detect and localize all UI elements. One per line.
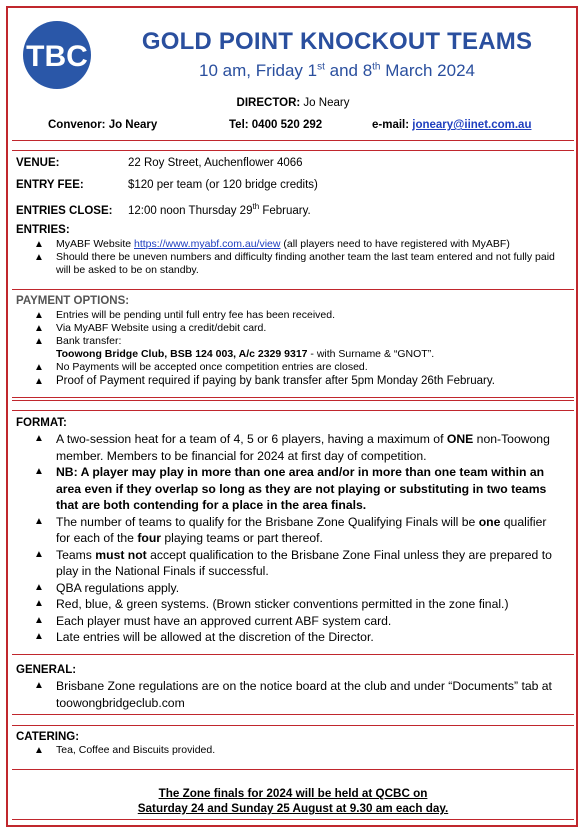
payment-heading: PAYMENT OPTIONS: <box>16 295 130 307</box>
list-item: ▲ Teams must not accept qualification to the Brisbane Zone Final unless they are prepared to play in the National Finals if successful. <box>34 547 552 578</box>
convenor: Convenor: Jo Neary <box>48 119 158 131</box>
page-title: GOLD POINT KNOCKOUT TEAMS <box>141 28 533 55</box>
list-item: ▲ Brisbane Zone regulations are on the notice board at the club and under “Documents” tab at toowongbridgeclub.com <box>34 679 552 710</box>
close-row: ENTRIES CLOSE: 12:00 noon Thursday 29th February. <box>16 202 311 217</box>
divider <box>12 140 574 150</box>
zone-finals-line-1: The Zone finals for 2024 will be held at QCBC on <box>158 787 428 800</box>
list-item: ▲ QBA regulations apply. <box>34 580 180 595</box>
list-item: ▲ Should there be uneven numbers and difficulty finding another team the last team entered and not fully paid will be asked to be on standby. <box>34 251 555 276</box>
telephone: Tel: 0400 520 292 <box>229 119 323 131</box>
list-item: ▲ Via MyABF Website using a credit/debit card. <box>34 322 267 334</box>
list-item: ▲ Red, blue, & green systems. (Brown sticker conventions permitted in the zone final.) <box>34 597 509 611</box>
payment-list <box>34 309 569 389</box>
list-item: ▲ No Payments will be accepted once competition entries are closed. <box>34 361 368 373</box>
director-line: DIRECTOR: Jo Neary <box>236 97 350 109</box>
list-item: ▲ A two-session heat for a team of 4, 5 or 6 players, having a maximum of ONE non-Toowong member. Members to be financial for 2024 at first day of competition. <box>34 432 550 463</box>
general-heading: GENERAL: <box>16 664 77 676</box>
list-item: ▲ Proof of Payment required if paying by bank transfer after 5pm Monday 26th February. <box>34 375 495 387</box>
catering-heading: CATERING: <box>16 731 80 743</box>
list-item: ▲ MyABF Website https://www.myabf.com.au/view (all players need to have registered with MyABF) <box>34 238 510 250</box>
venue-row: VENUE: 22 Roy Street, Auchenflower 4066 <box>16 157 303 169</box>
fee-row: ENTRY FEE: $120 per team (or 120 bridge credits) <box>16 179 318 191</box>
email-link[interactable]: joneary@iinet.com.au <box>412 119 532 131</box>
myabf-link[interactable]: https://www.myabf.com.au/view <box>134 238 281 250</box>
email-line: e-mail: joneary@iinet.com.au <box>372 119 532 131</box>
entries-heading: ENTRIES: <box>16 224 70 236</box>
general-list <box>34 678 564 711</box>
entries-list <box>34 238 569 277</box>
format-heading: FORMAT: <box>16 417 67 429</box>
list-item: ▲ Entries will be pending until full entry fee has been received. <box>34 309 335 321</box>
svg-text:TBC: TBC <box>26 40 88 73</box>
tbc-logo <box>22 20 92 90</box>
list-item: ▲ Late entries will be allowed at the discretion of the Director. <box>34 630 374 644</box>
catering-list <box>34 744 564 757</box>
divider <box>12 400 574 410</box>
zone-finals-line-2: Saturday 24 and Sunday 25 August at 9.30 am each day. <box>137 802 449 815</box>
list-item: ▲ Tea, Coffee and Biscuits provided. <box>34 744 216 756</box>
list-item: ▲ The number of teams to qualify for the Brisbane Zone Qualifying Finals will be one qualifier for each of the four playing teams or part thereof. <box>34 514 547 545</box>
list-item: ▲ NB: A player may play in more than one area and/or in more than one team within an area even if they overlap so long as they are not playing or substituting in two teams that are both contending for a place in the area finals. <box>34 465 547 512</box>
list-item: ▲ Bank transfer: Toowong Bridge Club, BSB 124 003, A/c 2329 9317 - with Surname & “GNOT”. <box>34 335 435 360</box>
list-item: ▲ Each player must have an approved current ABF system card. <box>34 613 392 628</box>
format-list <box>34 431 564 646</box>
event-date: 10 am, Friday 1st and 8th March 2024 <box>199 61 475 80</box>
